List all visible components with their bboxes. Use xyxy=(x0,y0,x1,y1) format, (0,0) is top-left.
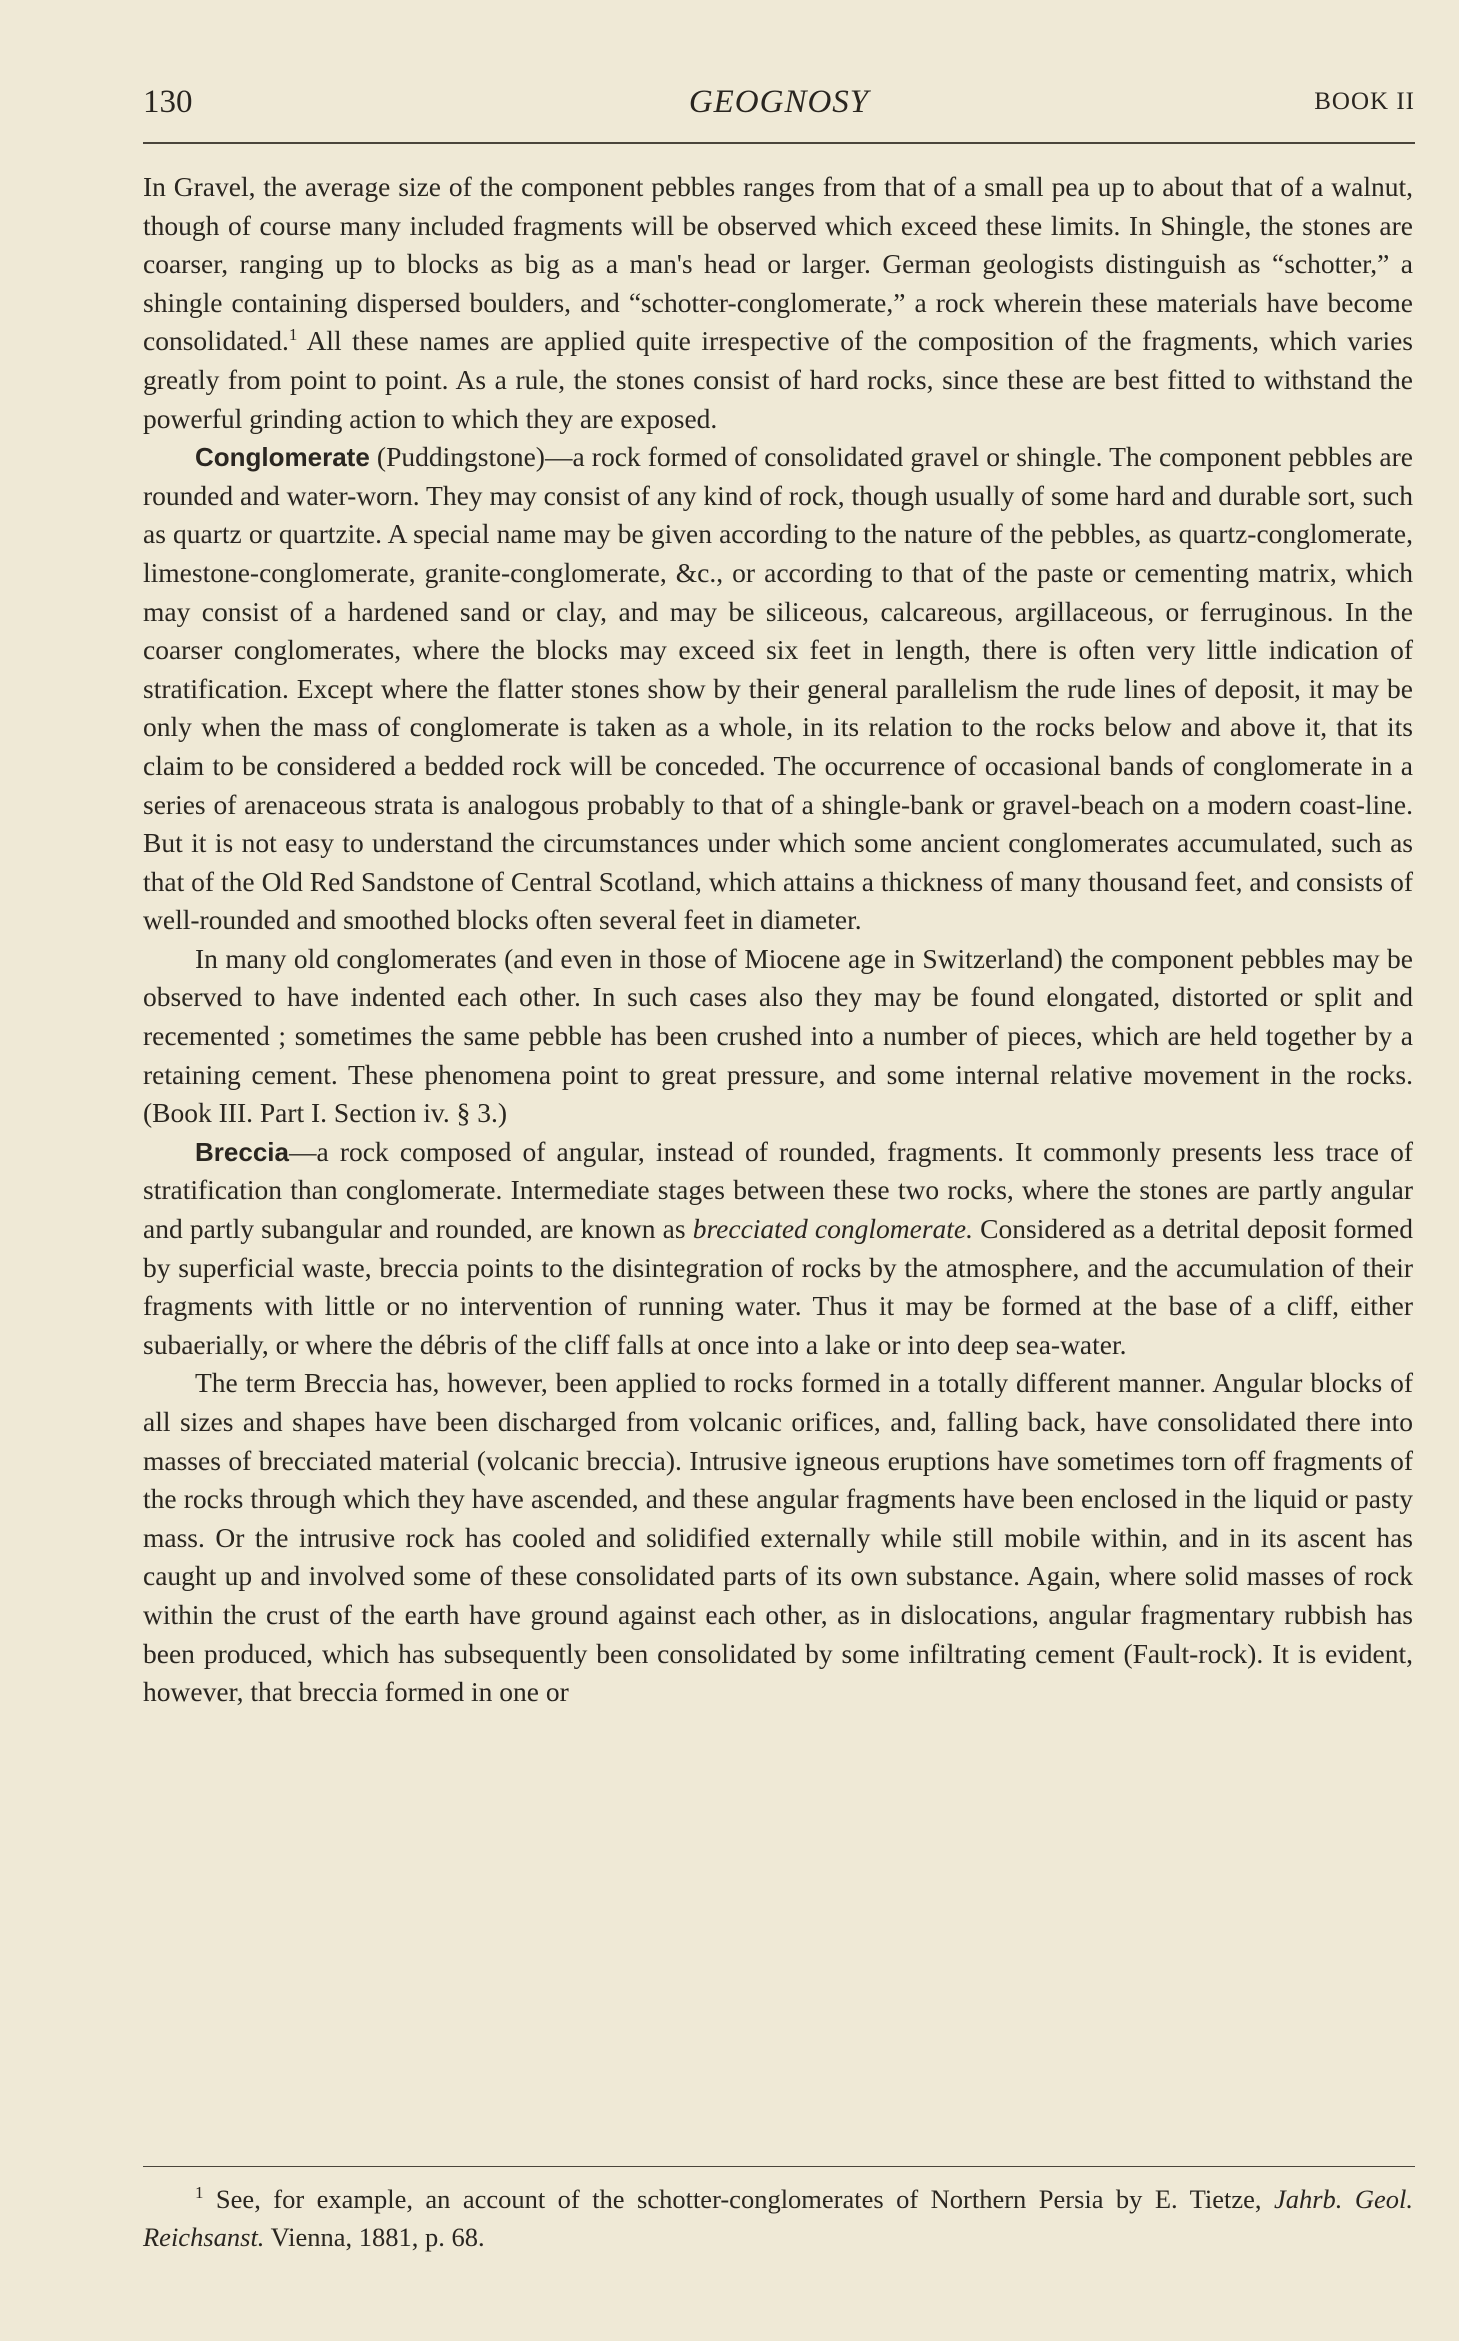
footnote-rule xyxy=(143,2166,1415,2167)
page-number: 130 xyxy=(143,84,193,120)
paragraph-gravel: In Gravel, the average size of the component pebbles ranges from that of a small pea up to about that of a walnut, though of course many included fragments will be observed which exceed these limits. In Shingle, the stones are coarser, ranging up to blocks as big as a man's head or larger. German geologists distinguish as “schotter,” a shingle containing dispersed boulders, and “schotter-conglomerate,” a rock wherein these materials have become consolidated.$^1$ All these names are applied quite irrespective of the composition of the fragments, which varies greatly from point to point. As a rule, the stones consist of hard rocks, since these are best fitted to withstand the powerful grinding action to which they are exposed. xyxy=(143,171,1413,434)
footnote: $^1$ See, for example, an account of the schotter-conglomerates of Northern Persia by E. Tietze, Jahrb. Geol. Reichsanst. Vienna, 1881, p. 68. xyxy=(143,2183,1413,2252)
paragraph-conglomerate: Conglomerate (Puddingstone)—a rock formed of consolidated gravel or shingle. The component pebbles are rounded and water-worn. They may consist of any kind of rock, though usually of some hard and durable sort, such as quartz or quartzite. A special name may be given according to the nature of the pebbles, as quartz-conglomerate, limestone-conglomerate, granite-conglomerate, &c., or according to that of the paste or cementing matrix, which may consist of a hardened sand or clay, and may be siliceous, calcareous, argillaceous, or ferruginous. In the coarser conglomerates, where the blocks may exceed six feet in length, there is often very little indication of stratification. Except where the flatter stones show by their general parallelism the rude lines of deposit, it may be only when the mass of conglomerate is taken as a whole, in its relation to the rocks below and above it, that its claim to be considered a bedded rock will be conceded. The occurrence of occasional bands of conglomerate in a series of arenaceous strata is analogous probably to that of a shingle-bank or gravel-beach on a modern coast-line. But it is not easy to understand the circumstances under which some ancient conglomerates accumulated, such as that of the Old Red Sandstone of Central Scotland, which attains a thickness of many thousand feet, and consists of well-rounded and smoothed blocks often several feet in diameter. xyxy=(143,441,1413,936)
term-breccia: Breccia xyxy=(195,1136,289,1167)
book-label: BOOK II xyxy=(1314,88,1415,115)
italic-term: brecciated conglomerate. xyxy=(692,1213,974,1245)
body-text xyxy=(143,168,1413,1712)
header-rule xyxy=(143,142,1415,144)
paragraph-breccia-term: The term Breccia has, however, been applied to rocks formed in a totally different manner. Angular blocks of all sizes and shapes have been discharged from volcanic orifices, and, falling back, have consolidated there into masses of brecciated material (volcanic breccia). Intrusive igneous eruptions have sometimes torn off fragments of the rocks through which they have ascended, and these angular fragments have been enclosed in the liquid or pasty mass. Or the intrusive rock has cooled and solidified externally while still mobile within, and in its ascent has caught up and involved some of these consolidated parts of its own substance. Again, where solid masses of rock within the crust of the earth have ground against each other, as in dislocations, angular fragmentary rubbish has been produced, which has subsequently been consolidated by some infiltrating cement (Fault-rock). It is evident, however, that breccia formed in one or xyxy=(143,1367,1413,1708)
footnote-citation: Jahrb. Geol. Reichsanst. xyxy=(143,2184,1413,2252)
paragraph-old-conglomerates: In many old conglomerates (and even in those of Miocene age in Switzerland) the component pebbles may be observed to have indented each other. In such cases also they may be found elongated, distorted or split and recemented ; sometimes the same pebble has been crushed into a number of pieces, which are held together by a retaining cement. These phenomena point to great pressure, and some internal relative movement in the rocks. (Book III. Part I. Section iv. § 3.) xyxy=(143,942,1413,1129)
running-title: GEOGNOSY xyxy=(688,84,870,120)
footnote-marker: 1 xyxy=(195,2183,204,2203)
paragraph-breccia: Breccia—a rock composed of angular, instead of rounded, fragments. It commonly presents less trace of stratification than conglomerate. Intermediate stages between these two rocks, where the stones are partly angular and partly subangular and rounded, are known as brecciated conglomerate. Considered as a detrital deposit formed by superficial waste, breccia points to the disintegration of rocks by the atmosphere, and the accumulation of their fragments with little or no intervention of running water. Thus it may be formed at the base of a cliff, either subaerially, or where the débris of the cliff falls at once into a lake or into deep sea-water. xyxy=(143,1135,1414,1360)
page-header xyxy=(143,78,1415,128)
term-conglomerate: Conglomerate xyxy=(195,442,370,473)
footnote-ref[interactable]: 1 xyxy=(288,325,298,345)
